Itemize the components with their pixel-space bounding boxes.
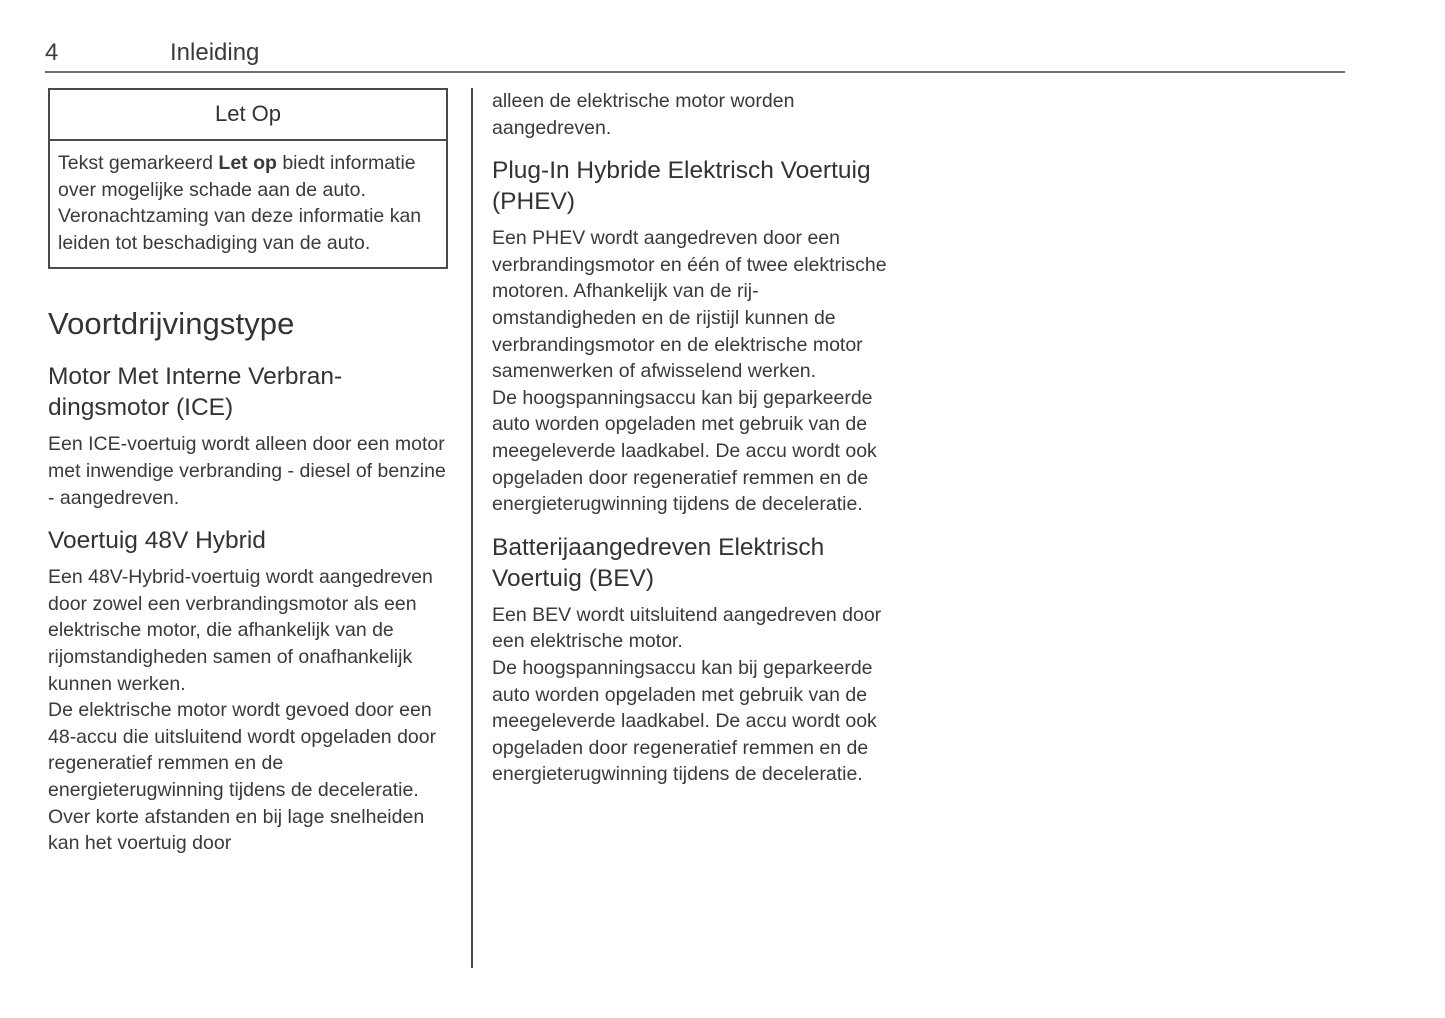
paragraph-bev-2: De hoogspanningsaccu kan bij geparkeerde auto worden opgeladen met gebruik van de meegeleverde laadkabel. De accu wordt ook opgeladen door regeneratief remmen en de energieterugwinning tijdens de deceleratie. xyxy=(492,656,877,786)
paragraph-continuation: alleen de elektrische motor worden aangedreven. xyxy=(492,90,795,139)
section-heading-voortdrijvingstype: Voortdrijvingstype xyxy=(48,306,295,342)
notice-text-before: Tekst gemarkeerd xyxy=(58,152,219,174)
notice-box xyxy=(48,88,448,269)
paragraph-bev-1: Een BEV wordt uitsluitend aangedreven door een elektrische motor. xyxy=(492,603,882,653)
notice-box-body xyxy=(50,141,446,267)
notice-text-after: biedt informatie over mogelijke schade aan de auto. xyxy=(58,152,416,201)
subsection-heading-ice: Motor Met Interne Verbran-dingsmotor (ICE) xyxy=(48,363,343,422)
subsection-heading-48v-hybrid: Voertuig 48V Hybrid xyxy=(48,527,266,555)
header-divider-rule xyxy=(45,71,1345,73)
page-number: 4 xyxy=(45,39,59,66)
spacer xyxy=(492,141,892,155)
page-running-header xyxy=(45,38,1345,72)
paragraph-48v-2: De elektrische motor wordt gevoed door een 48-accu die uitsluitend wordt opgeladen door regeneratief remmen en de energieterugwinning tijdens de deceleratie. xyxy=(48,699,437,801)
paragraph-48v-3: Over korte afstanden en bij lage snelheiden kan het voertuig door xyxy=(48,805,425,855)
notice-paragraph-1 xyxy=(58,150,436,203)
column-divider-rule xyxy=(471,88,473,968)
page-title: Inleiding xyxy=(170,39,260,66)
paragraph-ice-1: Een ICE-voertuig wordt alleen door een motor met inwendige verbranding - diesel of benzine - aangedreven. xyxy=(48,433,446,509)
notice-box-title: Let Op xyxy=(50,90,446,141)
subsection-heading-phev: Plug-In Hybride Elektrisch Voertuig (PHEV) xyxy=(492,157,871,216)
paragraph-phev-1: Een PHEV wordt aangedreven door een verbrandingsmotor en één of twee elektrische motoren. Afhankelijk van de rij-omstandigheden en de rijstijl kunnen de verbrandingsmotor en de elektrische motor samenwerken of afwisselend werken. xyxy=(492,227,887,383)
right-column xyxy=(492,88,892,788)
paragraph-phev-2: De hoogspanningsaccu kan bij geparkeerde auto worden opgeladen met gebruik van de meegeleverde laadkabel. De accu wordt ook opgeladen door regeneratief remmen en de energieterugwinning tijdens de deceleratie. xyxy=(492,386,877,516)
spacer xyxy=(492,518,892,532)
notice-keyword: Let op xyxy=(218,152,277,174)
paragraph-48v-1: Een 48V-Hybrid-voertuig wordt aangedreven door zowel een verbrandingsmotor als een elektrische motor, die afhankelijk van de rijomstandigheden samen of onafhankelijk kunnen werken. xyxy=(48,566,433,695)
spacer xyxy=(48,511,452,525)
notice-paragraph-2: Veronachtzaming van deze informatie kan leiden tot beschadiging van de auto. xyxy=(58,205,422,254)
left-column xyxy=(48,88,452,857)
subsection-heading-bev: Batterijaangedreven Elektrisch Voertuig (BEV) xyxy=(492,533,825,592)
